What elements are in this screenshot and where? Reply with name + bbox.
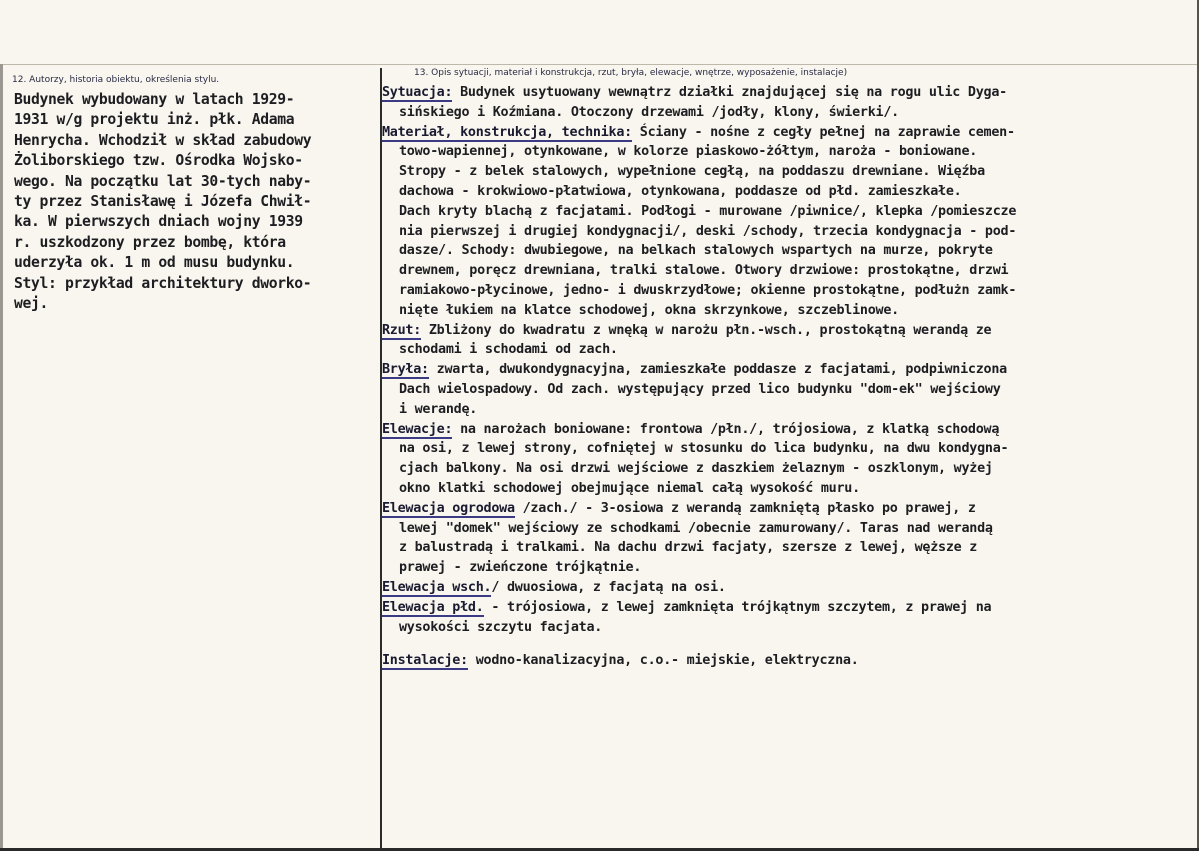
bryla-line: Dach wielospadowy. Od zach. występujący przed lico budynku "dom-ek" wejściowy	[399, 381, 1001, 397]
material-line: dasze/. Schody: dwubiegowe, na belkach stalowych wspartych na murze, pokryte	[399, 243, 993, 259]
material-line: Dach kryty blachą z facjatami. Podłogi - murowane /piwnice/, klepka /pomieszcze	[399, 203, 1017, 219]
history-line: Budynek wybudowany w latach 1929-	[14, 91, 295, 108]
pld-label: Elewacja płd.	[382, 599, 484, 615]
history-line: Henrycha. Wchodził w skład zabudowy	[14, 131, 312, 149]
material-first-line: Materiał, konstrukcja, technika: Ściany - nośne z cegły pełnej na zaprawie cemen-	[382, 124, 1015, 140]
description-text	[382, 83, 1197, 671]
bryla-line: i werandę.	[399, 401, 478, 417]
sytuacja-first-line: Sytuacja: Budynek usytuowany wewnątrz działki znajdującej się na rogu ulic Dyga-	[382, 85, 1007, 100]
elewacje-line: cjach balkony. Na osi drzwi wejściowe z daszkiem żelaznym - oszklonym, wyżej	[399, 461, 993, 477]
history-text	[14, 90, 374, 314]
pld-line: wysokości szczytu facjata.	[399, 619, 603, 635]
elewacje-label: Elewacje:	[382, 421, 453, 437]
wsch-label: Elewacja wsch.	[382, 579, 492, 595]
instalacje-label: Instalacje:	[382, 653, 468, 669]
bryla-label: Bryła:	[382, 362, 429, 378]
ogrodowa-line: lewej "domek" wejściowy ze schodkami /obecnie zamurowany/. Taras nad werandą	[399, 520, 993, 536]
rzut-first-line: Rzut: Zbliżony do kwadratu z wnęką w narożu płn.-wsch., prostokątną werandą ze	[382, 322, 992, 338]
history-line: Żoliborskiego tzw. Ośrodka Wojsko-	[14, 152, 303, 170]
sytuacja-line: sińskiego i Koźmiana. Otoczony drzewami /jodły, klony, świerki/.	[399, 104, 899, 120]
rzut-line: schodami i schodami od zach.	[399, 342, 618, 358]
history-line: Styl: przykład architektury dworko-	[14, 274, 312, 292]
elewacje-line: na osi, z lewej strony, cofniętej w stosunku do lica budynku, na dwu kondygna-	[399, 441, 1009, 457]
spacer	[382, 637, 1197, 651]
material-line: towo-wapiennej, otynkowane, w kolorze piaskowo-żółtym, naroża - boniowane.	[399, 144, 978, 160]
material-line: ramiakowo-płycinowe, jedno- i dwuskrzydłowe; okienne prostokątne, podłużn zamk-	[399, 282, 1017, 298]
top-rule	[0, 64, 1199, 65]
bryla-first-line: Bryła: zwarta, dwukondygnacyjna, zamieszkałe poddasze z facjatami, podpiwniczona	[382, 362, 1007, 378]
ogrodowa-line: z balustradą i tralkami. Na dachu drzwi facjaty, szersze z lewej, węższe z	[399, 540, 978, 556]
history-line: uderzyła ok. 1 m od musu budynku.	[14, 254, 295, 272]
history-line: wej.	[14, 295, 48, 313]
history-line: ty przez Stanisławę i Józefa Chwił-	[14, 193, 312, 211]
material-label: Materiał, konstrukcja, technika:	[382, 124, 632, 140]
section-13-heading: 13. Opis sytuacji, materiał i konstrukcja, rzut, bryła, elewacje, wnętrze, wyposażenie, instalacje)	[414, 68, 848, 78]
history-line: 1931 w/g projektu inż. płk. Adama	[14, 111, 295, 129]
ogrodowa-line: prawej - zwieńczone trójkątnie.	[399, 560, 642, 576]
ogrodowa-first-line: Elewacja ogrodowa /zach./ - 3-osiowa z werandą zamkniętą płasko po prawej, z	[382, 500, 976, 516]
sytuacja-label: Sytuacja:	[382, 85, 453, 100]
pld-first-line: Elewacja płd. - trójosiowa, z lewej zamknięta trójkątnym szczytem, z prawej na	[382, 599, 992, 615]
material-line: nięte łukiem na klatce schodowej, okna skrzynkowe, szczeblinowe.	[399, 302, 899, 318]
wsch-line: Elewacja wsch./ dwuosiowa, z facjatą na osi.	[382, 579, 726, 595]
left-edge	[0, 64, 3, 851]
ogrodowa-label: Elewacja ogrodowa	[382, 500, 515, 516]
instalacje-line: Instalacje: wodno-kanalizacyjna, c.o.- miejskie, elektryczna.	[382, 653, 859, 669]
section-12-heading: 12. Autorzy, historia obiektu, określenia stylu.	[12, 75, 220, 85]
history-line: r. uszkodzony przez bombę, która	[14, 233, 286, 251]
history-line: wego. Na początku lat 30-tych naby-	[14, 172, 312, 190]
elewacje-line: okno klatki schodowej obejmujące niemal całą wysokość muru.	[399, 480, 860, 496]
material-line: Stropy - z belek stalowych, wypełnione cegłą, na poddaszu drewniane. Więźba	[399, 164, 985, 180]
material-line: nia pierwszej i drugiej kondygnacji/, deski /schody, trzecia kondygnacja - pod-	[399, 223, 1017, 239]
rzut-label: Rzut:	[382, 322, 422, 338]
material-line: dachowa - krokwiowo-płatwiowa, otynkowana, poddasze od płd. zamieszkałe.	[399, 183, 962, 199]
history-line: ka. W pierwszych dniach wojny 1939	[14, 213, 303, 231]
elewacje-first-line: Elewacje: na narożach boniowane: frontowa /płn./, trójosiowa, z klatką schodową	[382, 421, 1000, 437]
material-line: drewnem, poręcz drewniana, tralki stalowe. Otwory drzwiowe: prostokątne, drzwi	[399, 263, 1009, 279]
